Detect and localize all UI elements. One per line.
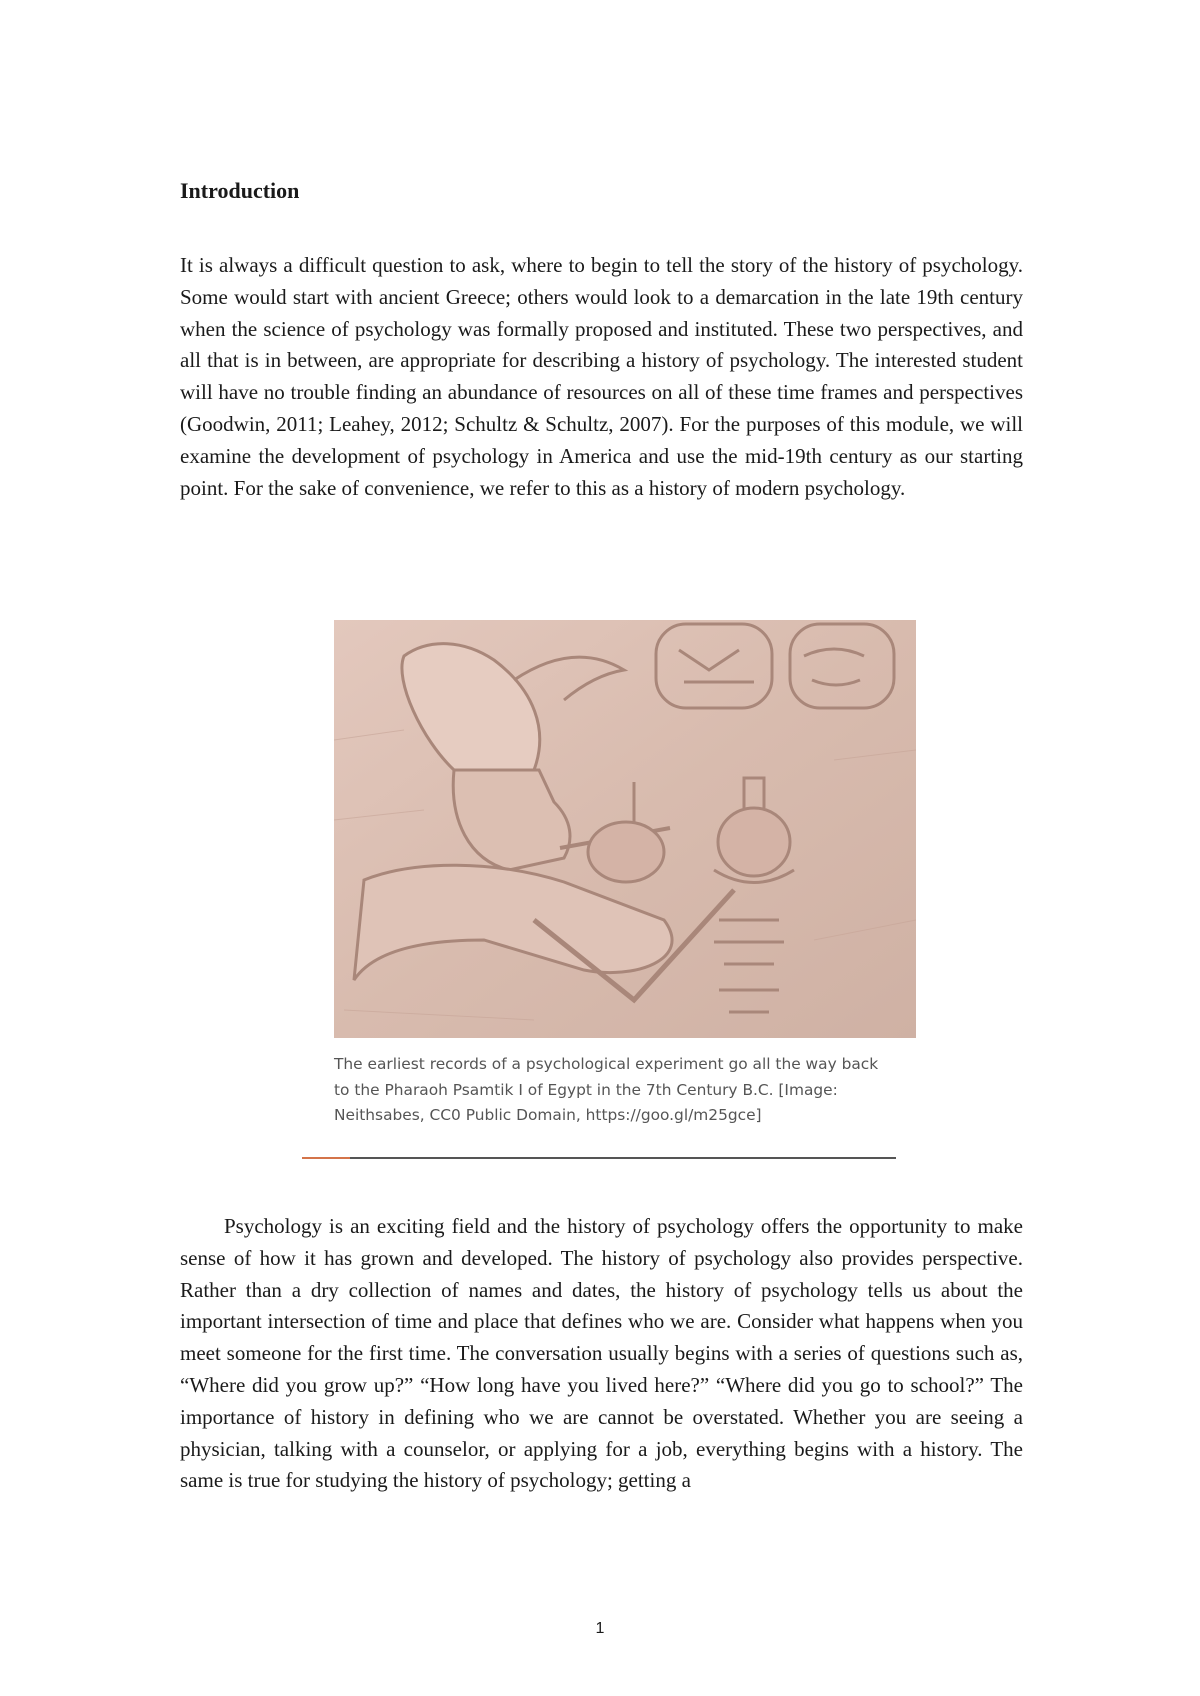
paragraph-intro: It is always a difficult question to ask, where to begin to tell the story of the history of psychology. Some would start with ancient Greece; others would look to a demarcation in the late 19th century when the science of psychology was formally proposed and instituted. These two perspectives, and all that is in between, are appropriate for describing a history of psychology. The interested student will have no trouble finding an abundance of resources on all of these time frames and perspectives (Goodwin, 2011; Leahey, 2012; Schultz & Schultz, 2007). For the purposes of this module, we will examine the development of psychology in America and use the mid-19th century as our starting point. For the sake of convenience, we refer to this as a history of modern psychology. bbox=[180, 253, 1023, 500]
section-heading: Introduction bbox=[180, 178, 300, 203]
caption-divider bbox=[302, 1157, 896, 1159]
page-number: 1 bbox=[595, 1620, 605, 1637]
figure-caption: The earliest records of a psychological experiment go all the way back to the Pharaoh Psamtik I of Egypt in the 7th Century B.C. [Image: Neithsabes, CC0 Public Domain, https://goo.gl/m25gce] bbox=[334, 1055, 879, 1124]
figure bbox=[302, 620, 896, 1129]
relief-image bbox=[334, 620, 916, 1038]
paragraph-body: Psychology is an exciting field and the history of psychology offers the opportunity to make sense of how it has grown and developed. The history of psychology also provides perspective. Rather than a dry collection of names and dates, the history of psychology tells us about the important intersection of time and place that defines who we are. Consider what happens when you meet someone for the first time. The conversation usually begins with a series of questions such as, “Where did you grow up?” “How long have you lived here?” “Where did you go to school?” The importance of history in defining who we are cannot be overstated. Whether you are seeing a physician, talking with a counselor, or applying for a job, everything begins with a history. The same is true for studying the history of psychology; getting a bbox=[180, 1214, 1023, 1493]
caption-divider-accent bbox=[302, 1157, 350, 1159]
